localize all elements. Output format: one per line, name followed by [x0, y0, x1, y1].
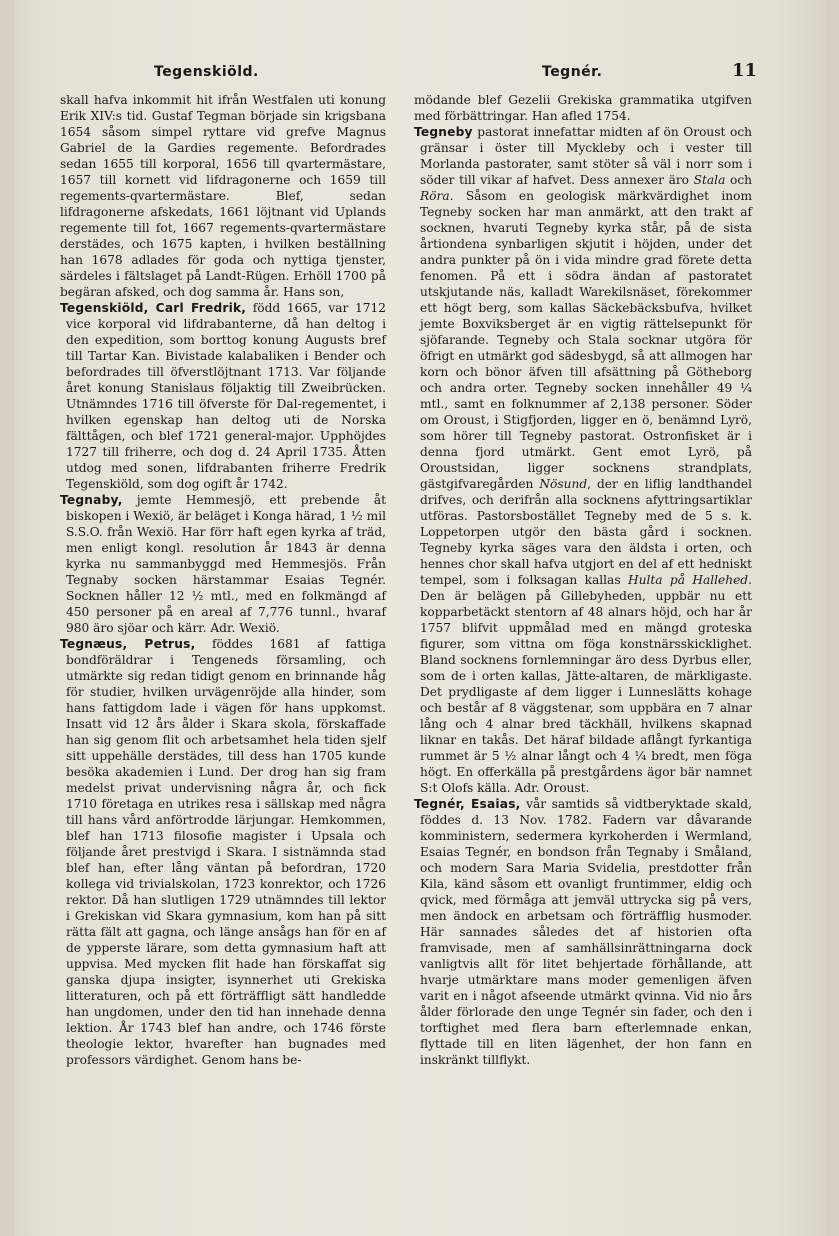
page-header	[14, 60, 825, 84]
entry-headword: Tegnér, Esaias,	[414, 797, 521, 811]
entry-text: . Såsom en geologisk märkvärdighet inom Tegneby socken har man anmärkt, att den trakt af socknen, hvaruti Tegneby kyrka står, på de sista årtiondena synbarligen skjutit i höjden, under det andra punkter på ön i vida mindre grad förete detta fenomen. På ett i södra ändan af pastoratet utskjutande näs, kalladt Warekilsnäset, förekommer ett högt berg, som kallas Säckebäcksbufva, hvilket jemte Boxviksberget är en vigtig rättelsepunkt för sjöfarande. Tegneby och Stala socknar utgöra för öfrigt en utmärkt god sädesbygd, så att allmogen har korn och bönor äfven till afsättning på Götheborg och andra orter. Tegneby socken innehåller 49 ¼ mtl., samt en folknummer af 2,138 personer. Söder om Oroust, i Stigfjorden, ligger en ö, benämnd Lyrö, som hörer till Tegneby pastorat. Ostronfisket är i denna fjord utmärkt. Gent emot Lyrö, på Oroustsidan, ligger socknens strandplats, gästgifvaregården	[420, 189, 752, 491]
entry-text: och	[730, 173, 753, 187]
place-name: Röra	[420, 189, 450, 203]
place-name: Hulta på Hallehed	[627, 573, 749, 587]
place-name: Nösund	[539, 477, 588, 491]
entry-headword: Tegneby	[414, 125, 473, 139]
entry-text: . Den är belägen på Gillebyheden, uppbär nu ett kopparbetäckt stentorn af 48 alnars höjd, och har år 1757 blifvit uppmålad med en mängd groteska figurer, som vittna om föga konstnärsskicklighet. Bland socknens fornlemningar äro dess Dyrbus eller, som de i orten kallas, Jätte-altaren, de märkligaste. Det prydligaste af dem ligger i Lunneslätts kohage och består af 8 väggstenar, som uppbära en 7 alnar lång och 4 alnar bred täckhäll, hvilkens skapnad liknar en takås. Det häraf bildade aflångt fyrkantiga rummet är 5 ½ alnar långt och 4 ¼ bredt, men föga högt. En offerkälla på prestgårdens ägor bär namnet S:t Olofs källa. Adr. Oroust.	[420, 573, 752, 795]
entry-text: född 1665, var 1712 vice korporal vid lifdrabanterne, då han deltog i den expedition, som borttog konung Augusts bref till Tartar Kan. Bivistade kalabaliken i Bender och befordrades till öfverstlöjtnant 1713. Var följande året konung Stanislaus följaktig till Zweibrücken. Utnämndes 1716 till öfverste för Dal-regementet, i hvilken egenskap han deltog uti de Norska fälttågen, och blef 1721 general-major. Upphöjdes 1727 till friherre, och dog d. 24 April 1735. Åtten utdog med sonen, lifdrabanten friherre Fredrik Tegenskiöld, som dog ogift år 1742.	[66, 301, 386, 491]
page-number: 11	[732, 60, 758, 81]
entry-text: föddes 1681 af fattiga bondföräldrar i Tengeneds församling, och utmärkte sig redan tidigt genom en brinnande håg för studier, hvilken urvägenröjde alla hinder, som hans fattigdom lade i vägen för hans uppkomst. Insatt vid 12 års ålder i Skara skola, förskaffade han sig genom flit och arbetsamhet hela tiden sjelf sitt uppehälle derstädes, till dess han 1705 kunde besöka akademien i Lund. Der drog han sig fram medelst privat undervisning några år, och fick 1710 företaga en utrikes resa i sällskap med några till hans vård anförtrodde lärjungar. Hemkommen, blef han 1713 filosofie magister i Upsala och följande året prestvigd i Skara. I sistnämnda stad blef han, efter lång väntan på befordran, 1720 kollega vid trivialskolan, 1723 konrektor, och 1726 rektor. Då han slutligen 1729 utnämndes till lektor i Grekiskan vid Skara gymnasium, kom han på sitt rätta fält att gagna, och länge ansågs han för en af de ypperste lärare, som detta gymnasium haft att uppvisa. Med mycken flit hade han förskaffat sig ganska djupa insigter, isynnerhet uti Grekiska litteraturen, och på ett förträffligt sätt handledde han ungdomen, under den tid han innehade denna lektion. År 1743 blef han andre, och 1746 förste theologie lektor, hvarefter han bugnades med professors värdighet. Genom hans be-	[66, 637, 386, 1067]
entry-text: , der en liflig landthandel drifves, och derifrån alla socknens afyttringsartiklar utföras. Pastorsbostället Tegneby med de 5 s. k. Loppetorpen utgör den bästa gård i socknen. Tegneby kyrka säges vara den äldsta i orten, och hennes chor skall hafva utgjort en del af ett hedniskt tempel, som i folksagan kallas	[420, 477, 752, 587]
continued-paragraph: skall hafva inkommit hit ifrån Westfalen uti konung Erik XIV:s tid. Gustaf Tegman började sin krigsbana 1654 såsom simpel ryttare vid grefve Magnus Gabriel de la Gardies regemente. Befordrades sedan 1655 till korporal, 1656 till qvartermästare, 1657 till kornett vid lifdragonerne och 1659 till regements-qvartermästare. Blef, sedan lifdragonerne afskedats, 1661 löjtnant vid Uplands regemente till fot, 1667 regements-qvartermästare derstädes, och 1675 kapten, i hvilken beställning han 1678 adlades för goda och nyttiga tjenster, särdeles i fältslaget på Landt-Rügen. Erhöll 1700 på begäran afsked, och dog samma år. Hans son,	[60, 93, 386, 299]
entry-tegenskiold-carl-fredrik	[60, 300, 386, 492]
entry-headword: Tegenskiöld, Carl Fredrik,	[60, 301, 247, 315]
continued-paragraph: mödande blef Gezelii Grekiska grammatika utgifven med förbättringar. Han afled 1754.	[414, 93, 752, 123]
book-page	[14, 0, 825, 1236]
entry-tegnaeus-petrus	[60, 636, 386, 1068]
entry-headword: Tegnaby,	[60, 493, 123, 507]
entry-headword: Tegnæus, Petrus,	[60, 637, 196, 651]
entry-tegnaby	[60, 492, 386, 636]
running-head-left: Tegenskiöld.	[154, 64, 259, 80]
entry-text: vår samtids så vidtberyktade skald, föddes d. 13 Nov. 1782. Fadern var dåvarande komministern, sedermera kyrkoherden i Wermland, Esaias Tegnér, en bondson från Tegnaby i Småland, och modern Sara Maria Svidelia, prestdotter från Kila, känd såsom ett ovanligt fruntimmer, eldig och qvick, med förmåga att jemväl uttrycka sig på vers, men ändock en arbetsam och förträfflig husmoder. Här sannades således det af historien ofta framvisade, men af samhällsinrättningarna dock vanligtvis allt för litet behjertade förhållande, att hvarje utmärktare mans moder gemenligen äfven varit en i något afseende utmärkt qvinna. Vid nio års ålder förlorade den unge Tegnér sin fader, och den i torftighet med flera barn efterlemnade enkan, flyttade till en liten lägenhet, der hon fann en inskränkt tillflykt.	[420, 797, 752, 1067]
entry-text: pastorat innefattar midten af ön Oroust och gränsar i öster till Myckleby och i vester till Morlanda pastorater, samt stöter så väl i norr som i söder till vikar af hafvet. Dess annexer äro	[420, 125, 752, 187]
entry-text: jemte Hemmesjö, ett prebende åt biskopen i Wexiö, är beläget i Konga härad, 1 ½ mil S.S.O. från Wexiö. Har förr haft egen kyrka af träd, men enligt kongl. resolution år 1843 är denna kyrka nu sammanbyggd med Hemmesjös. Från Tegnaby socken härstammar Esaias Tegnér. Socknen håller 12 ½ mtl., med en folkmängd af 450 personer på en areal af 7,776 tunnl., hvaraf 980 äro sjöar och kärr. Adr. Wexiö.	[66, 493, 386, 635]
entry-tegneby	[414, 124, 752, 796]
right-column	[414, 92, 752, 1068]
running-head-right: Tegnér.	[542, 64, 603, 80]
place-name: Stala	[693, 173, 726, 187]
left-column	[60, 92, 386, 1068]
entry-tegner-esaias	[414, 796, 752, 1068]
